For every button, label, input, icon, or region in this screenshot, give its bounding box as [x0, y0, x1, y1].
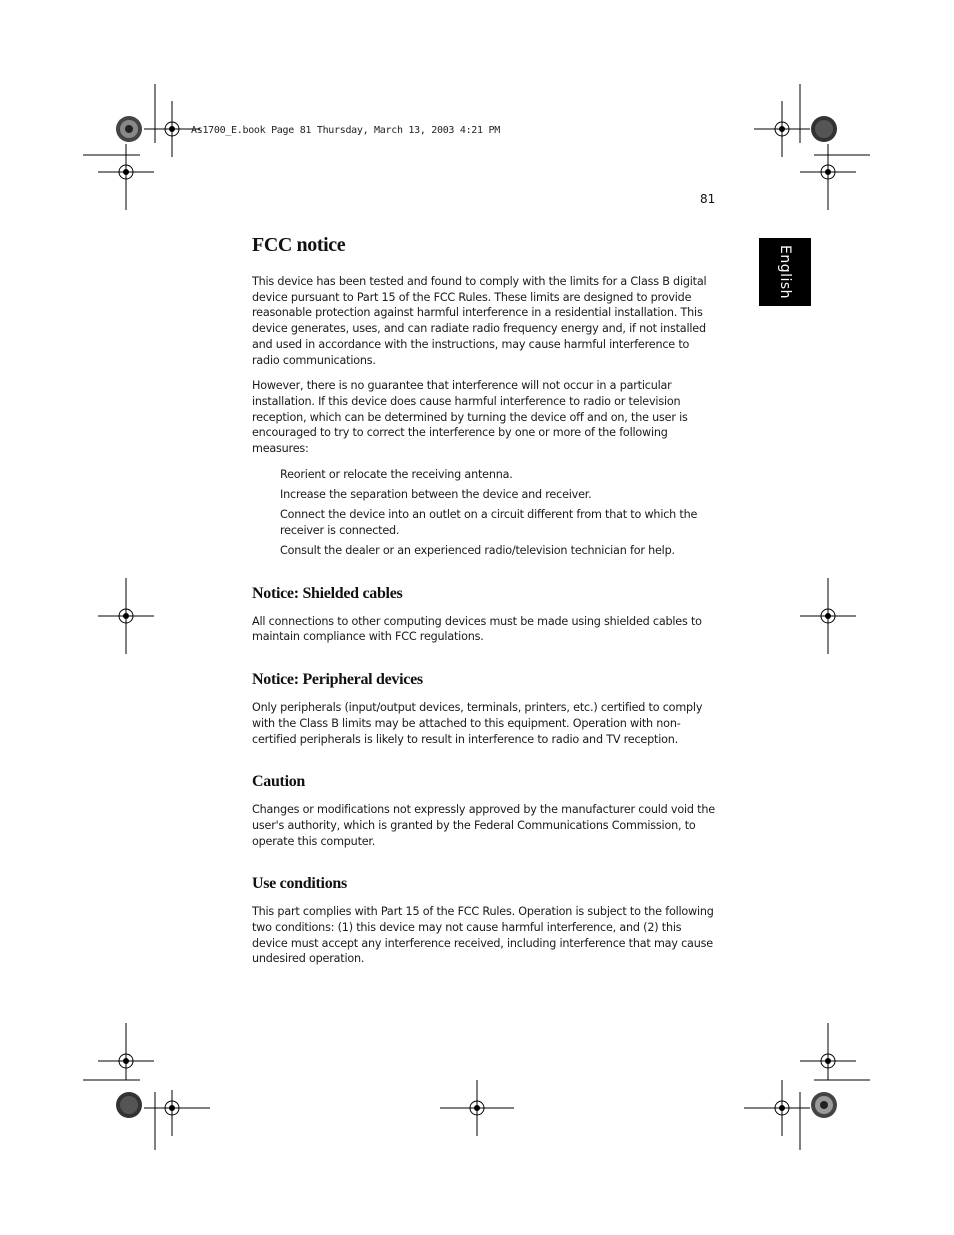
registration-mark-icon — [98, 144, 154, 210]
registration-mark-icon — [144, 1090, 210, 1136]
star-target-icon — [811, 116, 837, 142]
caution-body: Changes or modifications not expressly approved by the manufacturer could void the user's authority, which is granted by the Federal Communications Commission, to operate this computer. — [252, 803, 715, 848]
registration-mark-icon — [800, 1023, 856, 1080]
list-item: Reorient or relocate the receiving antenna. — [280, 467, 513, 481]
shielded-cables-body: All connections to other computing devices must be made using shielded cables to maintain compliance with FCC regulations. — [252, 614, 702, 644]
star-target-icon — [116, 116, 142, 142]
book-file-info: As1700_E.book Page 81 Thursday, March 13, 2003 4:21 PM — [191, 125, 500, 136]
registration-mark-icon — [800, 144, 856, 210]
star-target-icon — [811, 1092, 837, 1118]
caution-heading: Caution — [252, 773, 306, 791]
language-tab-label: English — [777, 244, 793, 300]
use-conditions-heading: Use conditions — [252, 875, 347, 893]
list-item: Consult the dealer or an experienced radio/television technician for help. — [280, 544, 675, 558]
registration-mark-icon — [98, 1023, 154, 1080]
fcc-paragraph-1: This device has been tested and found to comply with the limits for a Class B digital device pursuant to Part 15 of the FCC Rules. These limits are designed to provide reasonable protection against harmful interference in a residential installation. This device generates, uses, and can radiate radio frequency energy and, if not installed and used in accordance with the instructions, may cause harmful interference to radio communications. — [252, 275, 707, 367]
star-target-icon — [116, 1092, 142, 1118]
list-item: Connect the device into an outlet on a circuit different from that to which the receiver is connected. — [280, 508, 698, 537]
page-number: 81 — [700, 192, 716, 206]
shielded-cables-heading: Notice: Shielded cables — [252, 584, 403, 602]
peripheral-devices-body: Only peripherals (input/output devices, terminals, printers, etc.) certified to comply with the Class B limits may be attached to this equipment. Operation with non-certified peripherals is likely to result in interference to radio and TV reception. — [252, 701, 703, 746]
fcc-paragraph-2: However, there is no guarantee that interference will not occur in a particular installation. If this device does cause harmful interference to radio or television reception, which can be determined by turning the device off and on, the user is encouraged to try to correct the interference by one or more of the following measures: — [252, 379, 688, 456]
fcc-notice-title: FCC notice — [252, 234, 346, 256]
measures-list — [252, 467, 717, 559]
list-item: Increase the separation between the device and receiver. — [280, 487, 592, 501]
use-conditions-body: This part complies with Part 15 of the FCC Rules. Operation is subject to the following two conditions: (1) this device may not cause harmful interference, and (2) this device must accept any interference received, including interference that may cause undesired operation. — [252, 905, 714, 966]
language-tab — [759, 238, 811, 306]
peripheral-devices-heading: Notice: Peripheral devices — [252, 671, 423, 689]
page-content — [252, 234, 717, 977]
